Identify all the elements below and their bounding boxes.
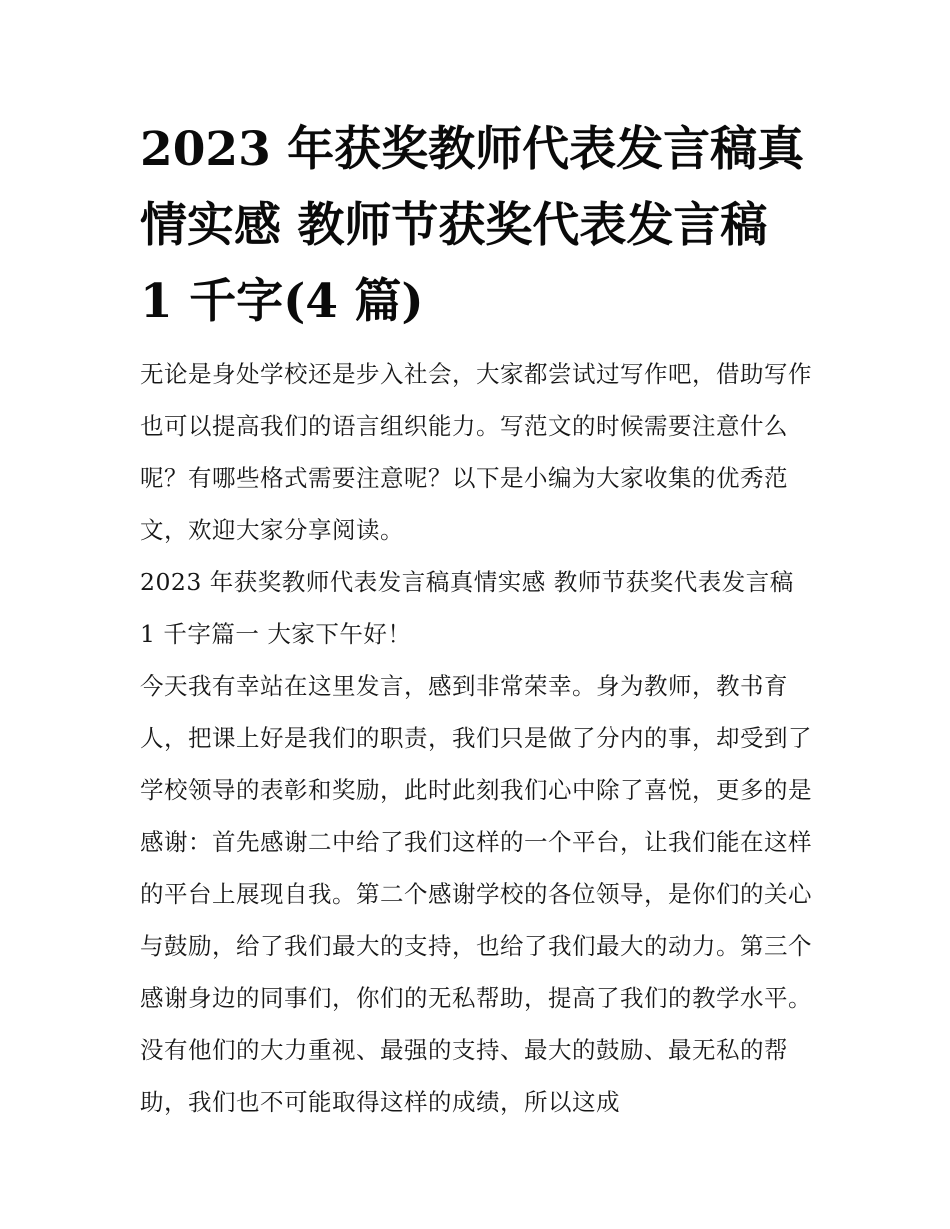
document-page xyxy=(140,112,812,1128)
body-paragraph: 今天我有幸站在这里发言，感到非常荣幸。身为教师，教书育人，把课上好是我们的职责，我们只是做了分内的事，却受到了学校领导的表彰和奖励，此时此刻我们心中除了喜悦，更多的是感谢：首先感谢二中给了我们这样的一个平台，让我们能在这样的平台上展现自我。第二个感谢学校的各位领导，是你们的关心与鼓励，给了我们最大的支持，也给了我们最大的动力。第三个感谢身边的同事们，你们的无私帮助，提高了我们的教学水平。没有他们的大力重视、最强的支持、最大的鼓励、最无私的帮助，我们也不可能取得这样的成绩，所以这成 xyxy=(140,672,812,1116)
section-heading: 2023 年获奖教师代表发言稿真情实感 教师节获奖代表发言稿 1 千字篇一 大家下午好！ xyxy=(140,568,794,648)
intro-paragraph: 无论是身处学校还是步入社会，大家都尝试过写作吧，借助写作也可以提高我们的语言组织能力。写范文的时候需要注意什么呢？有哪些格式需要注意呢？以下是小编为大家收集的优秀范文，欢迎大家分享阅读。 xyxy=(140,360,812,544)
document-title: 2023 年获奖教师代表发言稿真情实感 教师节获奖代表发言稿 1 千字(4 篇) xyxy=(140,122,805,329)
